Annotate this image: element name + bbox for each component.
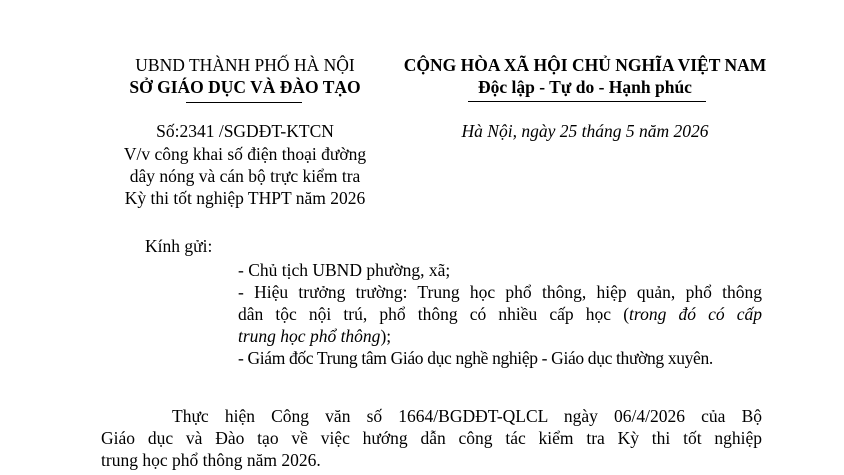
motto-underline <box>468 101 706 102</box>
subject-line-1: V/v công khai số điện thoại đường <box>123 144 367 164</box>
recipient-2-line-3-text: ); <box>380 326 392 346</box>
body-line-1: Thực hiện Công văn số 1664/BGDĐT-QLCL ngày 06/4/2026 của Bộ <box>172 406 762 426</box>
recipient-1: - Chủ tịch UBND phường, xã; <box>238 260 451 280</box>
department-name: SỞ GIÁO DỤC VÀ ĐÀO TẠO <box>129 77 361 97</box>
nation-title: CỘNG HÒA XÃ HỘI CHỦ NGHĨA VIỆT NAM <box>403 55 767 75</box>
recipient-3: - Giám đốc Trung tâm Giáo dục nghề nghiệp - Giáo dục thường xuyên. <box>238 348 713 368</box>
body-line-2: Giáo dục và Đào tạo về việc hướng dẫn công tác kiểm tra Kỳ thi tốt nghiệp <box>101 428 762 448</box>
recipient-2-line-3-italic: trung học phổ thông <box>238 326 381 346</box>
recipient-2-line-2-italic: trong đó có cấp <box>629 304 762 324</box>
subject-line-3: Kỳ thi tốt nghiệp THPT năm 2026 <box>124 188 366 208</box>
department-underline <box>186 102 302 103</box>
national-motto: Độc lập - Tự do - Hạnh phúc <box>478 77 692 97</box>
recipient-2-line-3 <box>238 325 391 347</box>
document-number: Số:2341 /SGDĐT-KTCN <box>156 121 334 141</box>
place-and-date: Hà Nội, ngày 25 tháng 5 năm 2026 <box>461 121 709 141</box>
body-line-3: trung học phổ thông năm 2026. <box>101 450 321 470</box>
recipient-2-line-2-text: dân tộc nội trú, phổ thông có nhiều cấp học ( <box>238 304 630 324</box>
recipient-2-line-1: - Hiệu trưởng trường: Trung học phổ thông, hiệp quản, phổ thông <box>238 282 762 302</box>
agency-name: UBND THÀNH PHỐ HÀ NỘI <box>135 55 355 75</box>
salutation: Kính gửi: <box>145 236 213 256</box>
recipient-2-line-2 <box>238 303 762 325</box>
subject-line-2: dây nóng và cán bộ trực kiểm tra <box>129 166 361 186</box>
